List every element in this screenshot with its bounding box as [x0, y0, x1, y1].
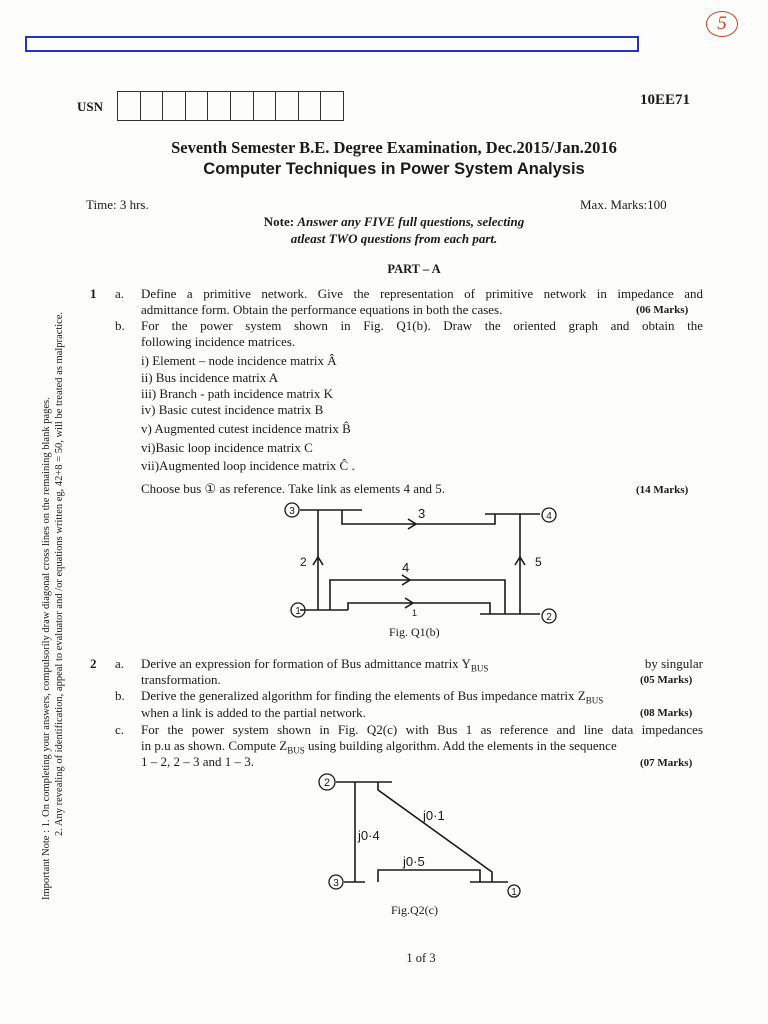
edge-2-label: 2	[300, 555, 307, 569]
q1b-item-3: iii) Branch - path incidence matrix K	[141, 386, 334, 401]
z-j05-label: j0·5	[403, 854, 425, 869]
q1b-item-5: v) Augmented cutest incidence matrix B̂	[141, 421, 351, 436]
q1b-item-4: iv) Basic cutest incidence matrix B	[141, 402, 324, 417]
node-3-label: 3	[289, 506, 295, 517]
q1b-marks: (14 Marks)	[636, 484, 689, 496]
edge-4-label: 4	[402, 560, 410, 575]
note-line2: atleast TWO questions from each part.	[290, 231, 498, 246]
edge-3-label: 3	[418, 506, 426, 521]
q1b-line1: For the power system shown in Fig. Q1(b). Draw the oriented graph and obtain the	[141, 318, 703, 333]
q2c-text-post: using building algorithm. Add the elements in the sequence	[304, 738, 617, 753]
q2b-text: Derive the generalized algorithm for finding the elements of Bus impedance matrix Z	[141, 688, 586, 703]
q1b-item-7: vii)Augmented loop incidence matrix Ĉ .	[141, 458, 355, 473]
q2c-marks: (07 Marks)	[640, 757, 693, 769]
q2a-sub: BUS	[470, 663, 489, 674]
q2a-line2: transformation.	[141, 672, 221, 687]
subject-title: Computer Techniques in Power System Analysis	[203, 160, 585, 178]
q2b-sub: BUS	[585, 695, 604, 706]
q2c-line1: For the power system shown in Fig. Q2(c) with Bus 1 as reference and line data impedances	[141, 722, 703, 737]
node-3-label: 3	[333, 878, 339, 889]
q1b-label: b.	[115, 318, 125, 333]
z-j04-label: j0·4	[358, 828, 380, 843]
subject-code: 10EE71	[640, 92, 691, 108]
q1a-line1: Define a primitive network. Give the representation of primitive network in impedance and	[141, 286, 703, 301]
page-footer: 1 of 3	[406, 951, 436, 965]
page-number-mark: 5	[706, 11, 738, 37]
edge-1-label: 1	[412, 608, 418, 618]
edge-5-label: 5	[535, 555, 542, 569]
q1a-line2: admittance form. Obtain the performance equations in both the cases.	[141, 302, 503, 317]
q1b-last: Choose bus ① as reference. Take link as elements 4 and 5.	[141, 481, 445, 496]
node-2-label: 2	[546, 612, 552, 623]
time-label: Time: 3 hrs.	[86, 197, 149, 212]
side-note-line1: Important Note : 1. On completing your answers, compulsorily draw diagonal cross lines on the remaining blank pages.	[41, 397, 52, 900]
node-4-label: 4	[546, 511, 552, 522]
max-marks: Max. Marks:100	[580, 197, 667, 212]
q1a-label: a.	[115, 286, 125, 301]
node-1-label: 1	[295, 606, 301, 617]
fig-q1b-caption: Fig. Q1(b)	[389, 625, 440, 639]
q2c-label: c.	[115, 722, 125, 737]
q2c-text-pre: in p.u as shown. Compute Z	[141, 738, 288, 753]
side-note-line2: 2. Any revealing of identification, appeal to evaluator and /or equations written eg, 42+8 = 50, will be treated as malpractice.	[54, 311, 65, 836]
note-label: Note:	[263, 214, 295, 229]
q1b-line2: following incidence matrices.	[141, 334, 296, 349]
node-2-label: 2	[323, 777, 331, 789]
exam-title: Seventh Semester B.E. Degree Examination, Dec.2015/Jan.2016	[171, 138, 617, 157]
node-1-label: 1	[511, 887, 517, 898]
q1b-item-6: vi)Basic loop incidence matrix C	[141, 440, 313, 455]
q1b-item-2: ii) Bus incidence matrix A	[141, 370, 279, 385]
q1-number: 1	[90, 286, 97, 301]
q1b-item-1: i) Element – node incidence matrix Â	[141, 353, 337, 368]
q2b-marks: (08 Marks)	[640, 707, 693, 719]
q2c-line3: 1 – 2, 2 – 3 and 1 – 3.	[141, 754, 255, 769]
part-title: PART – A	[387, 262, 441, 276]
q2c-sub: BUS	[287, 745, 305, 756]
fig-q2c-caption: Fig.Q2(c)	[391, 903, 438, 917]
note-text: Answer any FIVE full questions, selecting	[297, 214, 525, 229]
q2a-marks: (05 Marks)	[640, 674, 693, 686]
q2-number: 2	[90, 656, 97, 671]
q2b-line2: when a link is added to the partial network.	[141, 705, 366, 720]
q1a-marks: (06 Marks)	[636, 304, 689, 316]
q2b-label: b.	[115, 688, 125, 703]
q2a-text-end: by singular	[644, 656, 703, 671]
z-j01-label: j0·1	[423, 808, 445, 823]
q2a-label: a.	[115, 656, 125, 671]
usn-label: USN	[77, 99, 104, 114]
q2a-text: Derive an expression for formation of Bus admittance matrix Y	[141, 656, 471, 671]
